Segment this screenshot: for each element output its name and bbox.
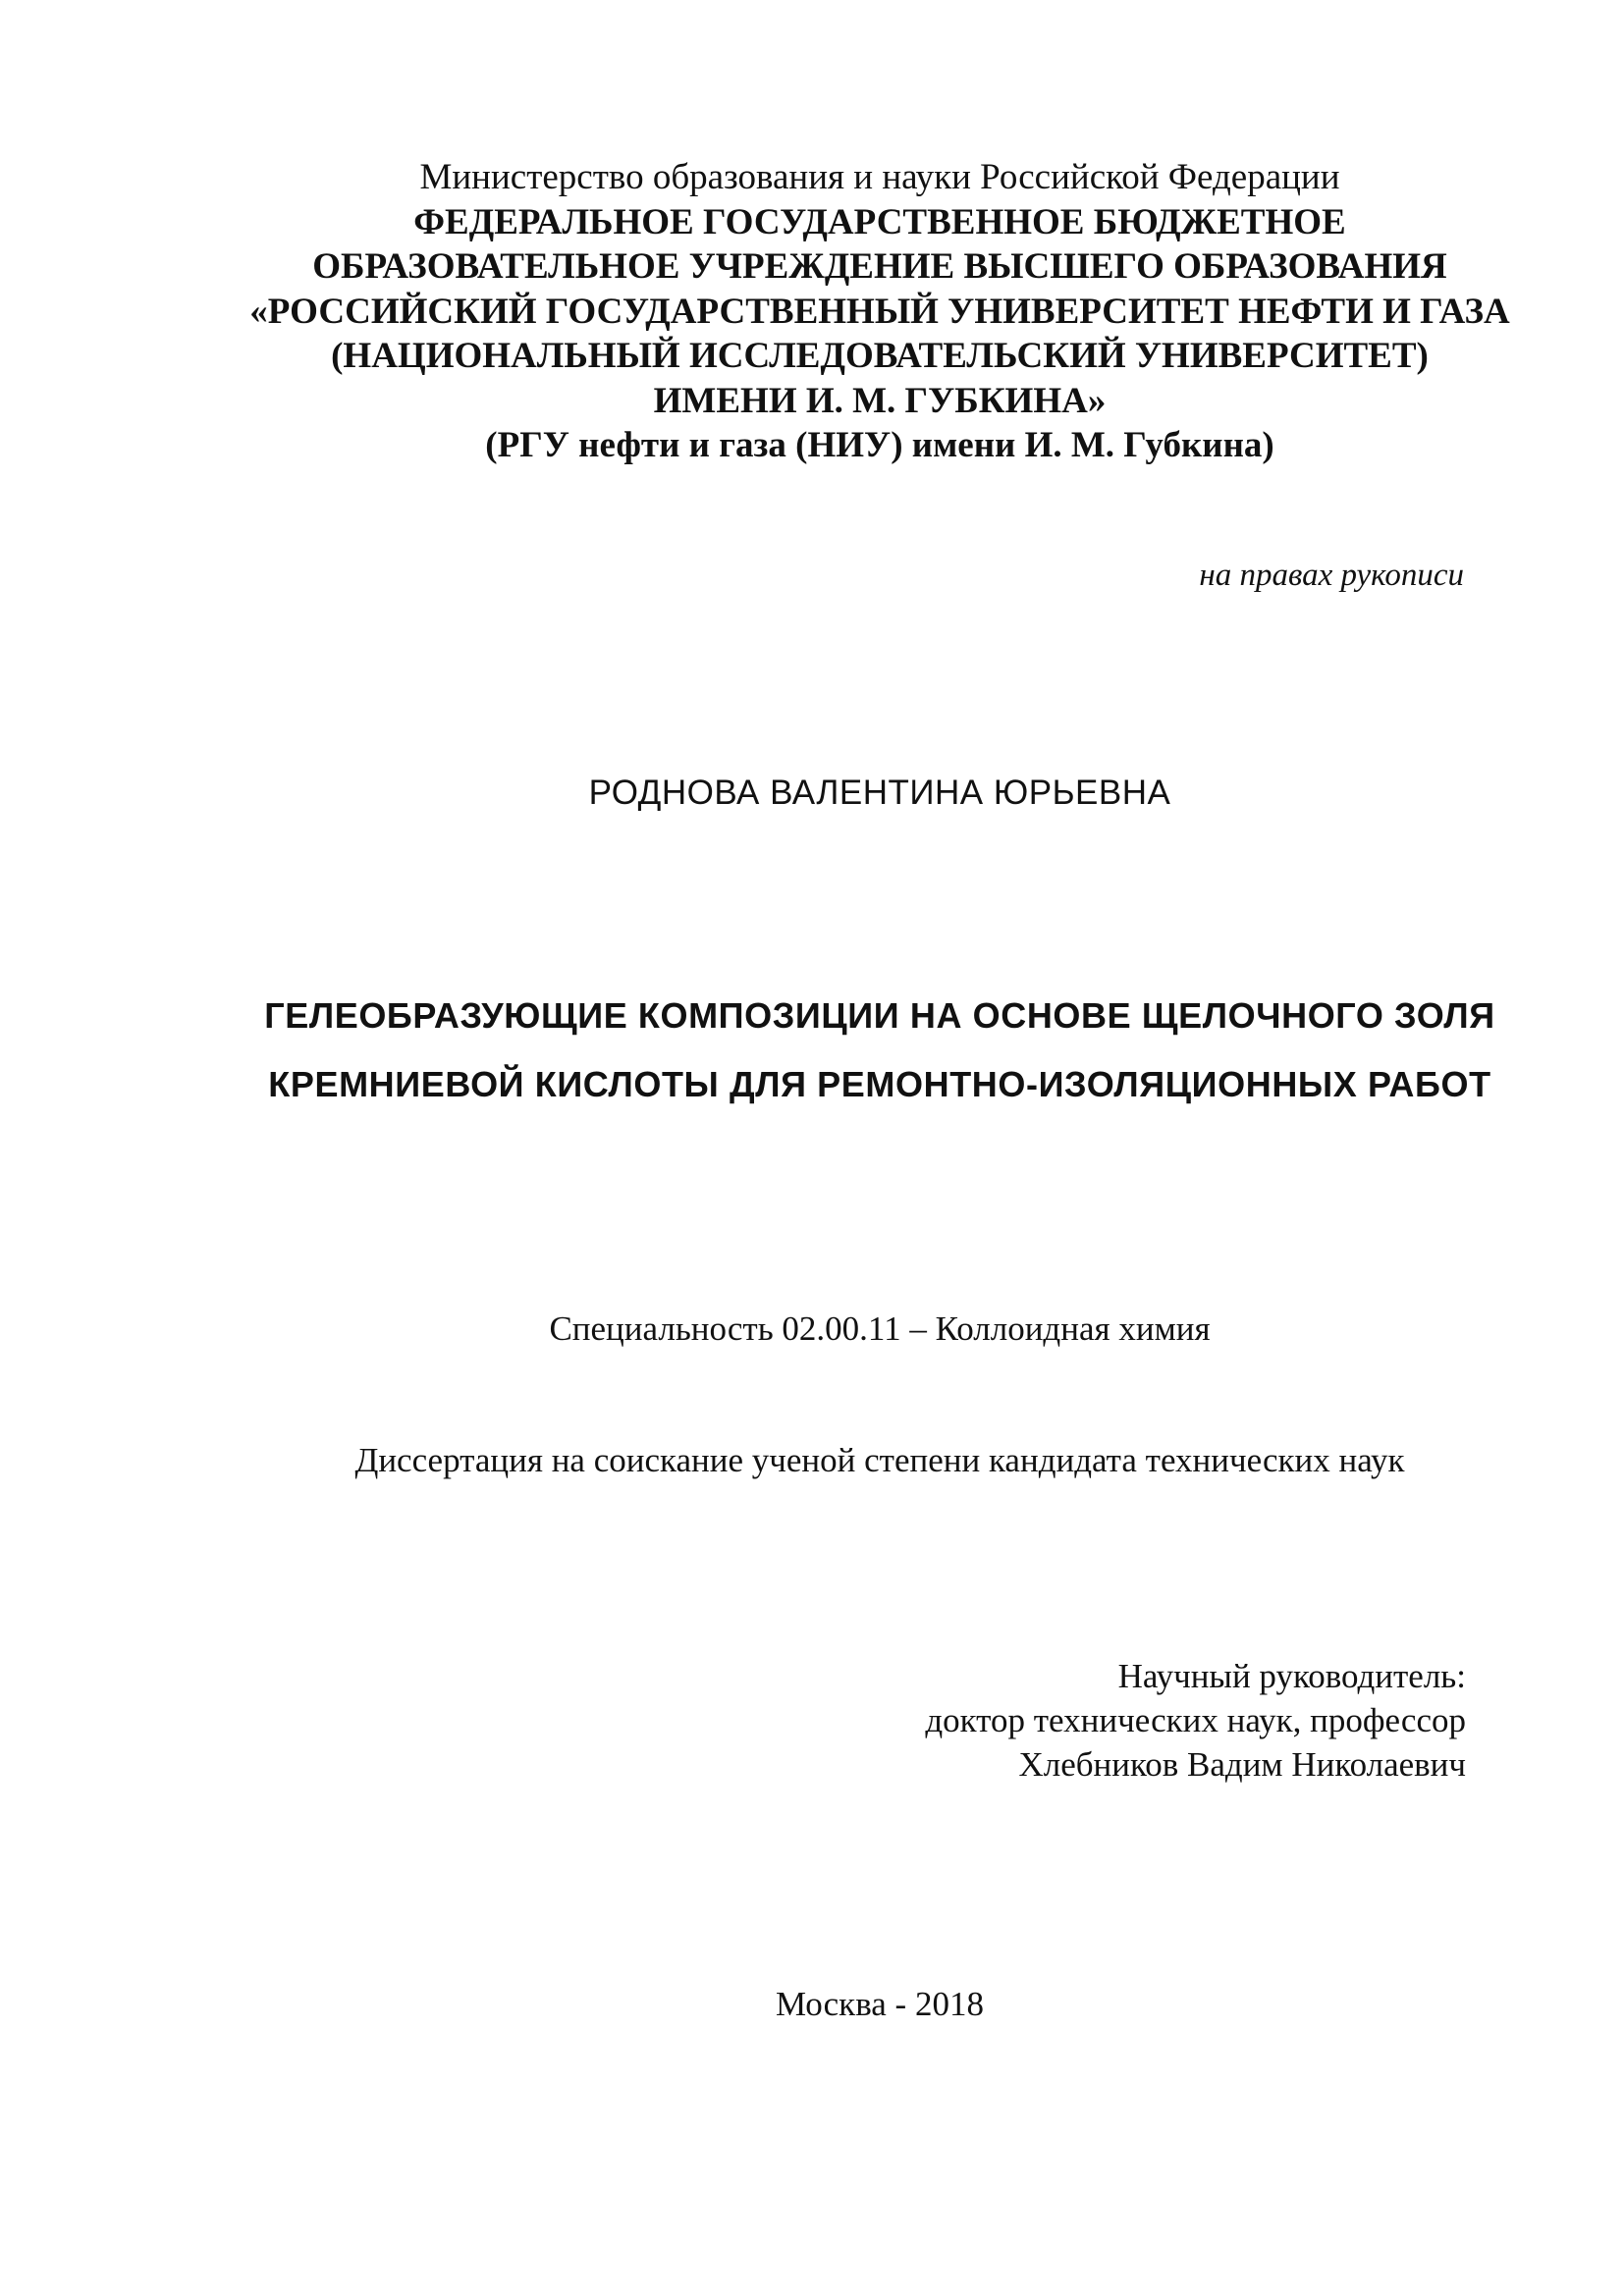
ministry-line: Министерство образования и науки Российской Федерации: [419, 157, 1340, 197]
institution-line-2: ОБРАЗОВАТЕЛЬНОЕ УЧРЕЖДЕНИЕ ВЫСШЕГО ОБРАЗОВАНИЯ: [312, 246, 1447, 287]
institution-line-1: ФЕДЕРАЛЬНОЕ ГОСУДАРСТВЕННОЕ БЮДЖЕТНОЕ: [413, 202, 1346, 242]
institution-short-name: (РГУ нефти и газа (НИУ) имени И. М. Губкина): [485, 425, 1274, 465]
manuscript-note: на правах рукописи: [1199, 558, 1464, 593]
advisor-name: Хлебников Вадим Николаевич: [1018, 1745, 1466, 1784]
institution-line-5: ИМЕНИ И. М. ГУБКИНА»: [653, 381, 1107, 421]
city-year: Москва - 2018: [776, 1985, 984, 2023]
dissertation-title-line-2: КРЕМНИЕВОЙ КИСЛОТЫ ДЛЯ РЕМОНТНО-ИЗОЛЯЦИОННЫХ РАБОТ: [268, 1064, 1491, 1104]
advisor-label: Научный руководитель:: [1117, 1657, 1466, 1695]
institution-line-3: «РОССИЙСКИЙ ГОСУДАРСТВЕННЫЙ УНИВЕРСИТЕТ НЕФТИ И ГАЗА: [249, 292, 1510, 332]
specialty-line: Специальность 02.00.11 – Коллоидная химия: [549, 1309, 1211, 1348]
advisor-degree: доктор технических наук, профессор: [925, 1701, 1466, 1739]
dissertation-description: Диссертация на соискание ученой степени кандидата технических наук: [354, 1441, 1405, 1479]
dissertation-title-line-1: ГЕЛЕОБРАЗУЮЩИЕ КОМПОЗИЦИИ НА ОСНОВЕ ЩЕЛОЧНОГО ЗОЛЯ: [264, 995, 1495, 1036]
author-name: РОДНОВА ВАЛЕНТИНА ЮРЬЕВНА: [588, 774, 1171, 812]
institution-line-4: (НАЦИОНАЛЬНЫЙ ИССЛЕДОВАТЕЛЬСКИЙ УНИВЕРСИТЕТ): [331, 336, 1429, 376]
